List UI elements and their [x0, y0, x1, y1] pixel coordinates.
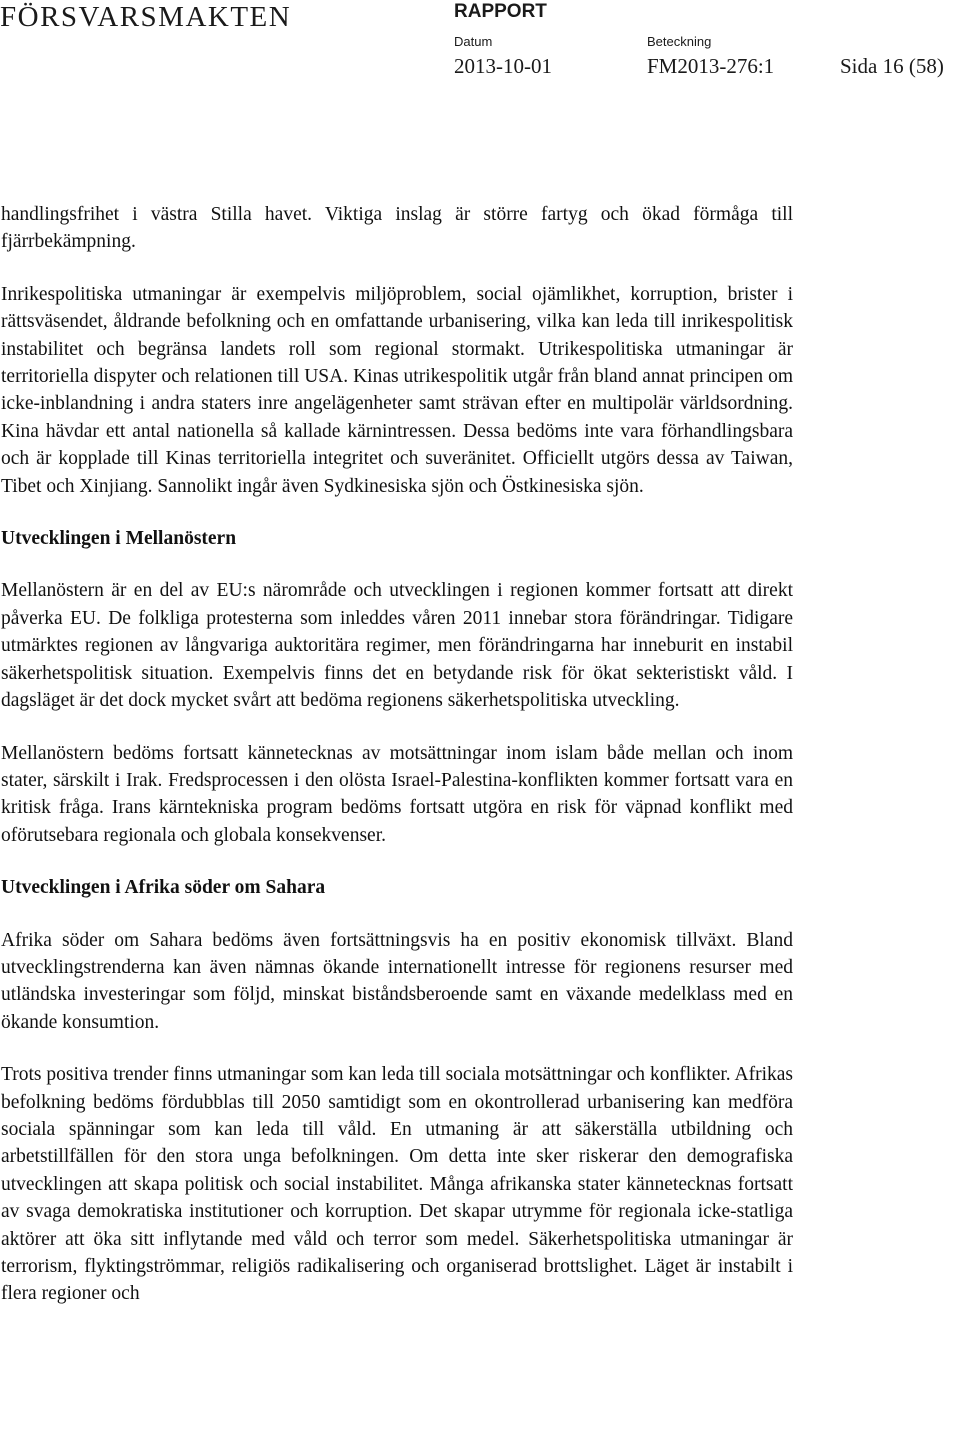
paragraph: Trots positiva trender finns utmaningar som kan leda till sociala motsättningar och konflikter. Afrikas befolkning bedöms fördubblas till 2050 samtidigt som en okontrollerad urbanisering kan medföra sociala spänningar som kan leda till våld. En utmaning är att säkerställa utbildning och arbetstillfällen för den stora unga befolkningen. Om detta inte sker riskerar den demografiska utvecklingen att skapa politisk och social instabilitet. Många afrikanska stater kännetecknas fortsatt av svaga demokratiska institutioner och korruption. Det skapar utrymme för regionala icke-statliga aktörer att öka sitt inflytande med våld och terror som medel. Säkerhetspolitiska utmaningar är terrorism, flyktingströmmar, religiös radikalisering och organiserad brottslighet. Läget är instabilt i flera regioner och — [1, 1064, 793, 1305]
page-header — [0, 0, 960, 90]
paragraph: Inrikespolitiska utmaningar är exempelvis miljöproblem, social ojämlikhet, korruption, brister i rättsväsendet, åldrande befolkning och en omfattande urbanisering, vilka kan leda till inrikespolitisk instabilitet och begränsa landets roll som regional stormakt. Utrikespolitiska utmaningar är territoriella dispyter och relationen till USA. Kinas utrikespolitik utgår från bland annat principen om icke-inblandning i andra staters inre angelägenheter samt strävan efter en multipolär världsordning. Kina hävdar ett antal nationella så kallade kärnintressen. Dessa bedöms inte vara förhandlingsbara och är kopplade till Kinas territoriella integritet och suveränitet. Officiellt utgörs dessa av Taiwan, Tibet och Xinjiang. Sannolikt ingår även Sydkinesiska sjön och Östkinesiska sjön. — [1, 283, 793, 497]
document-type: RAPPORT — [454, 1, 547, 22]
logo: FÖRSVARSMAKTEN — [0, 1, 292, 33]
paragraph: Mellanöstern är en del av EU:s närområde och utvecklingen i regionen kommer fortsatt att direkt påverka EU. De folkliga protesterna som inleddes våren 2011 innebar stora förändringar. Tidigare utmärktes regionen av långvariga auktoritära regimer, men förändringarna har inneburit en instabil säkerhetspolitisk situation. Exempelvis finns det en betydande risk för ökat sekteristiskt våld. I dagsläget är det dock mycket svårt att bedöma regionens säkerhetspolitiska utveckling. — [1, 580, 793, 712]
paragraph: Mellanöstern bedöms fortsatt kännetecknas av motsättningar inom islam både mellan och inom stater, särskilt i Irak. Fredsprocessen i den olösta Israel-Palestina-konflikten kommer fortsatt vara en kritisk fråga. Irans kärntekniska program bedöms fortsatt utgöra en risk för väpnad konflikt med oförutsebara regionala och globala konsekvenser. — [1, 742, 793, 846]
date-value: 2013-10-01 — [454, 54, 552, 78]
section-heading: Utvecklingen i Mellanöstern — [1, 528, 237, 550]
page-number: Sida 16 (58) — [840, 54, 944, 78]
document-body — [1, 201, 793, 1333]
paragraph: Afrika söder om Sahara bedöms även fortsättningsvis ha en positiv ekonomisk tillväxt. Bland utvecklingstrenderna kan även nämnas ökande internationellt intresse för regionens resurser med utländska investeringar som följd, minskat biståndsberoende samt en växande medelklass med en ökande konsumtion. — [1, 929, 793, 1033]
reference-label: Beteckning — [647, 34, 712, 49]
paragraph: handlingsfrihet i västra Stilla havet. Viktiga inslag är större fartyg och ökad förmåga till fjärrbekämpning. — [1, 204, 793, 253]
reference-value: FM2013-276:1 — [647, 54, 775, 78]
section-heading: Utvecklingen i Afrika söder om Sahara — [1, 877, 326, 899]
date-label: Datum — [454, 34, 493, 49]
